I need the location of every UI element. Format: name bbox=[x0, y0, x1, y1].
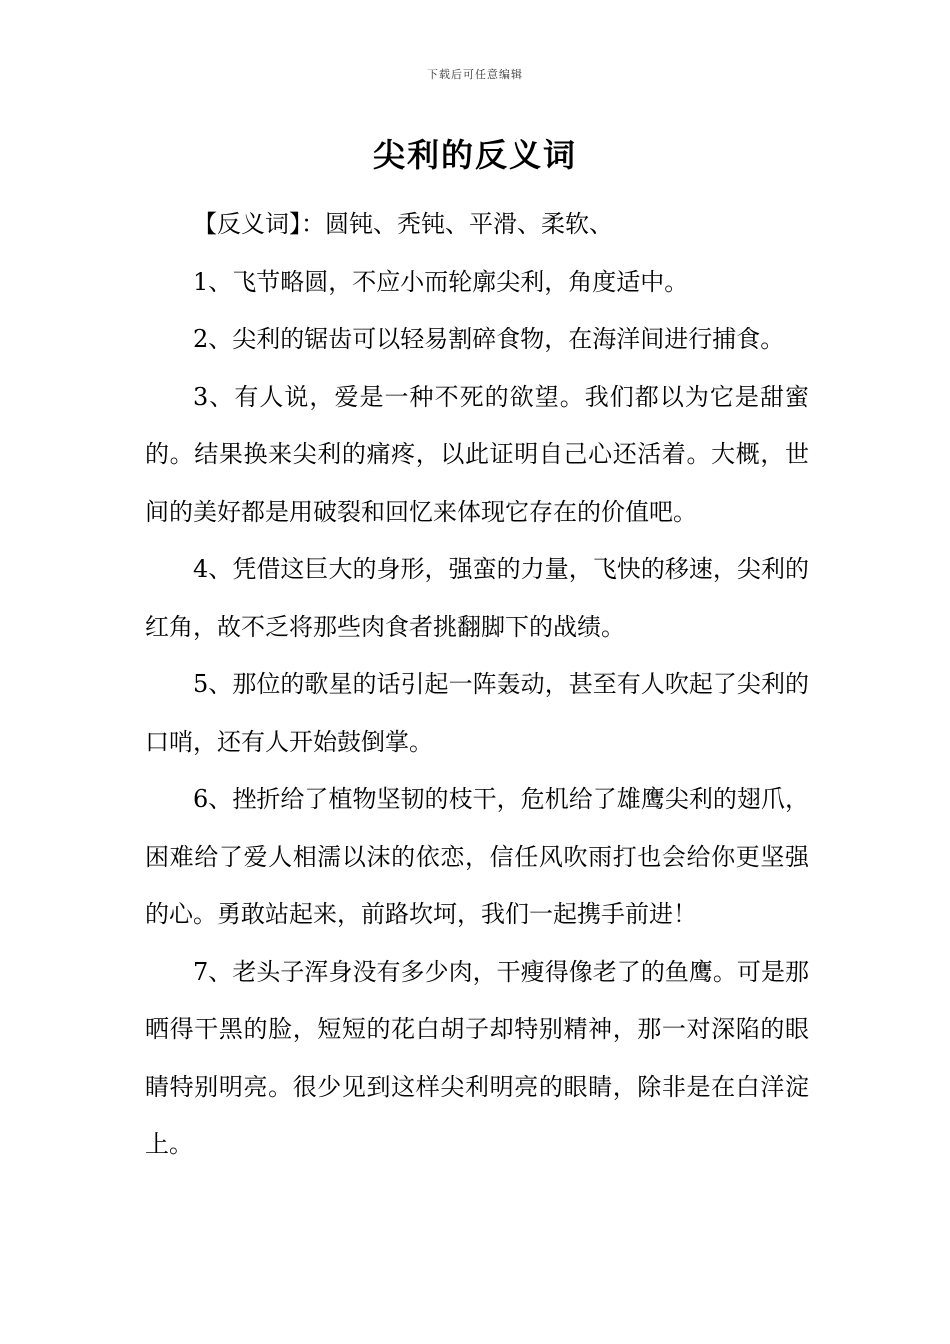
example-sentence-7: 7、老头子浑身没有多少肉，干瘦得像老了的鱼鹰。可是那晒得干黑的脸，短短的花白胡子却特别精神，那一对深陷的眼睛特别明亮。很少见到这样尖利明亮的眼睛，除非是在白洋淀上。 bbox=[145, 957, 809, 1158]
example-sentence-5: 5、那位的歌星的话引起一阵轰动，甚至有人吹起了尖利的口哨，还有人开始鼓倒掌。 bbox=[145, 670, 809, 756]
antonym-line: 【反义词】：圆钝、秃钝、平滑、柔软、 bbox=[193, 210, 613, 238]
example-sentence-1: 1、飞节略圆，不应小而轮廓尖利，角度适中。 bbox=[193, 267, 689, 296]
example-sentence-6: 6、挫折给了植物坚韧的枝干，危机给了雄鹰尖利的翅爪，困难给了爱人相濡以沫的依恋，信任风吹雨打也会给你更坚强的心。勇敢站起来，前路坎坷，我们一起携手前进！ bbox=[145, 785, 809, 928]
document-body bbox=[145, 196, 809, 1174]
example-sentence-3: 3、有人说，爱是一种不死的欲望。我们都以为它是甜蜜的。结果换来尖利的痛疼，以此证明自己心还活着。大概，世间的美好都是用破裂和回忆来体现它存在的价值吧。 bbox=[145, 382, 809, 526]
header-note: 下载后可任意编辑 bbox=[427, 68, 523, 81]
page-title: 尖利的反义词 bbox=[372, 136, 577, 174]
example-sentence-4: 4、凭借这巨大的身形，强蛮的力量，飞快的移速，尖利的红角，故不乏将那些肉食者挑翻脚下的战绩。 bbox=[145, 555, 809, 641]
example-sentence-2: 2、尖利的锯齿可以轻易割碎食物，在海洋间进行捕食。 bbox=[193, 325, 785, 353]
